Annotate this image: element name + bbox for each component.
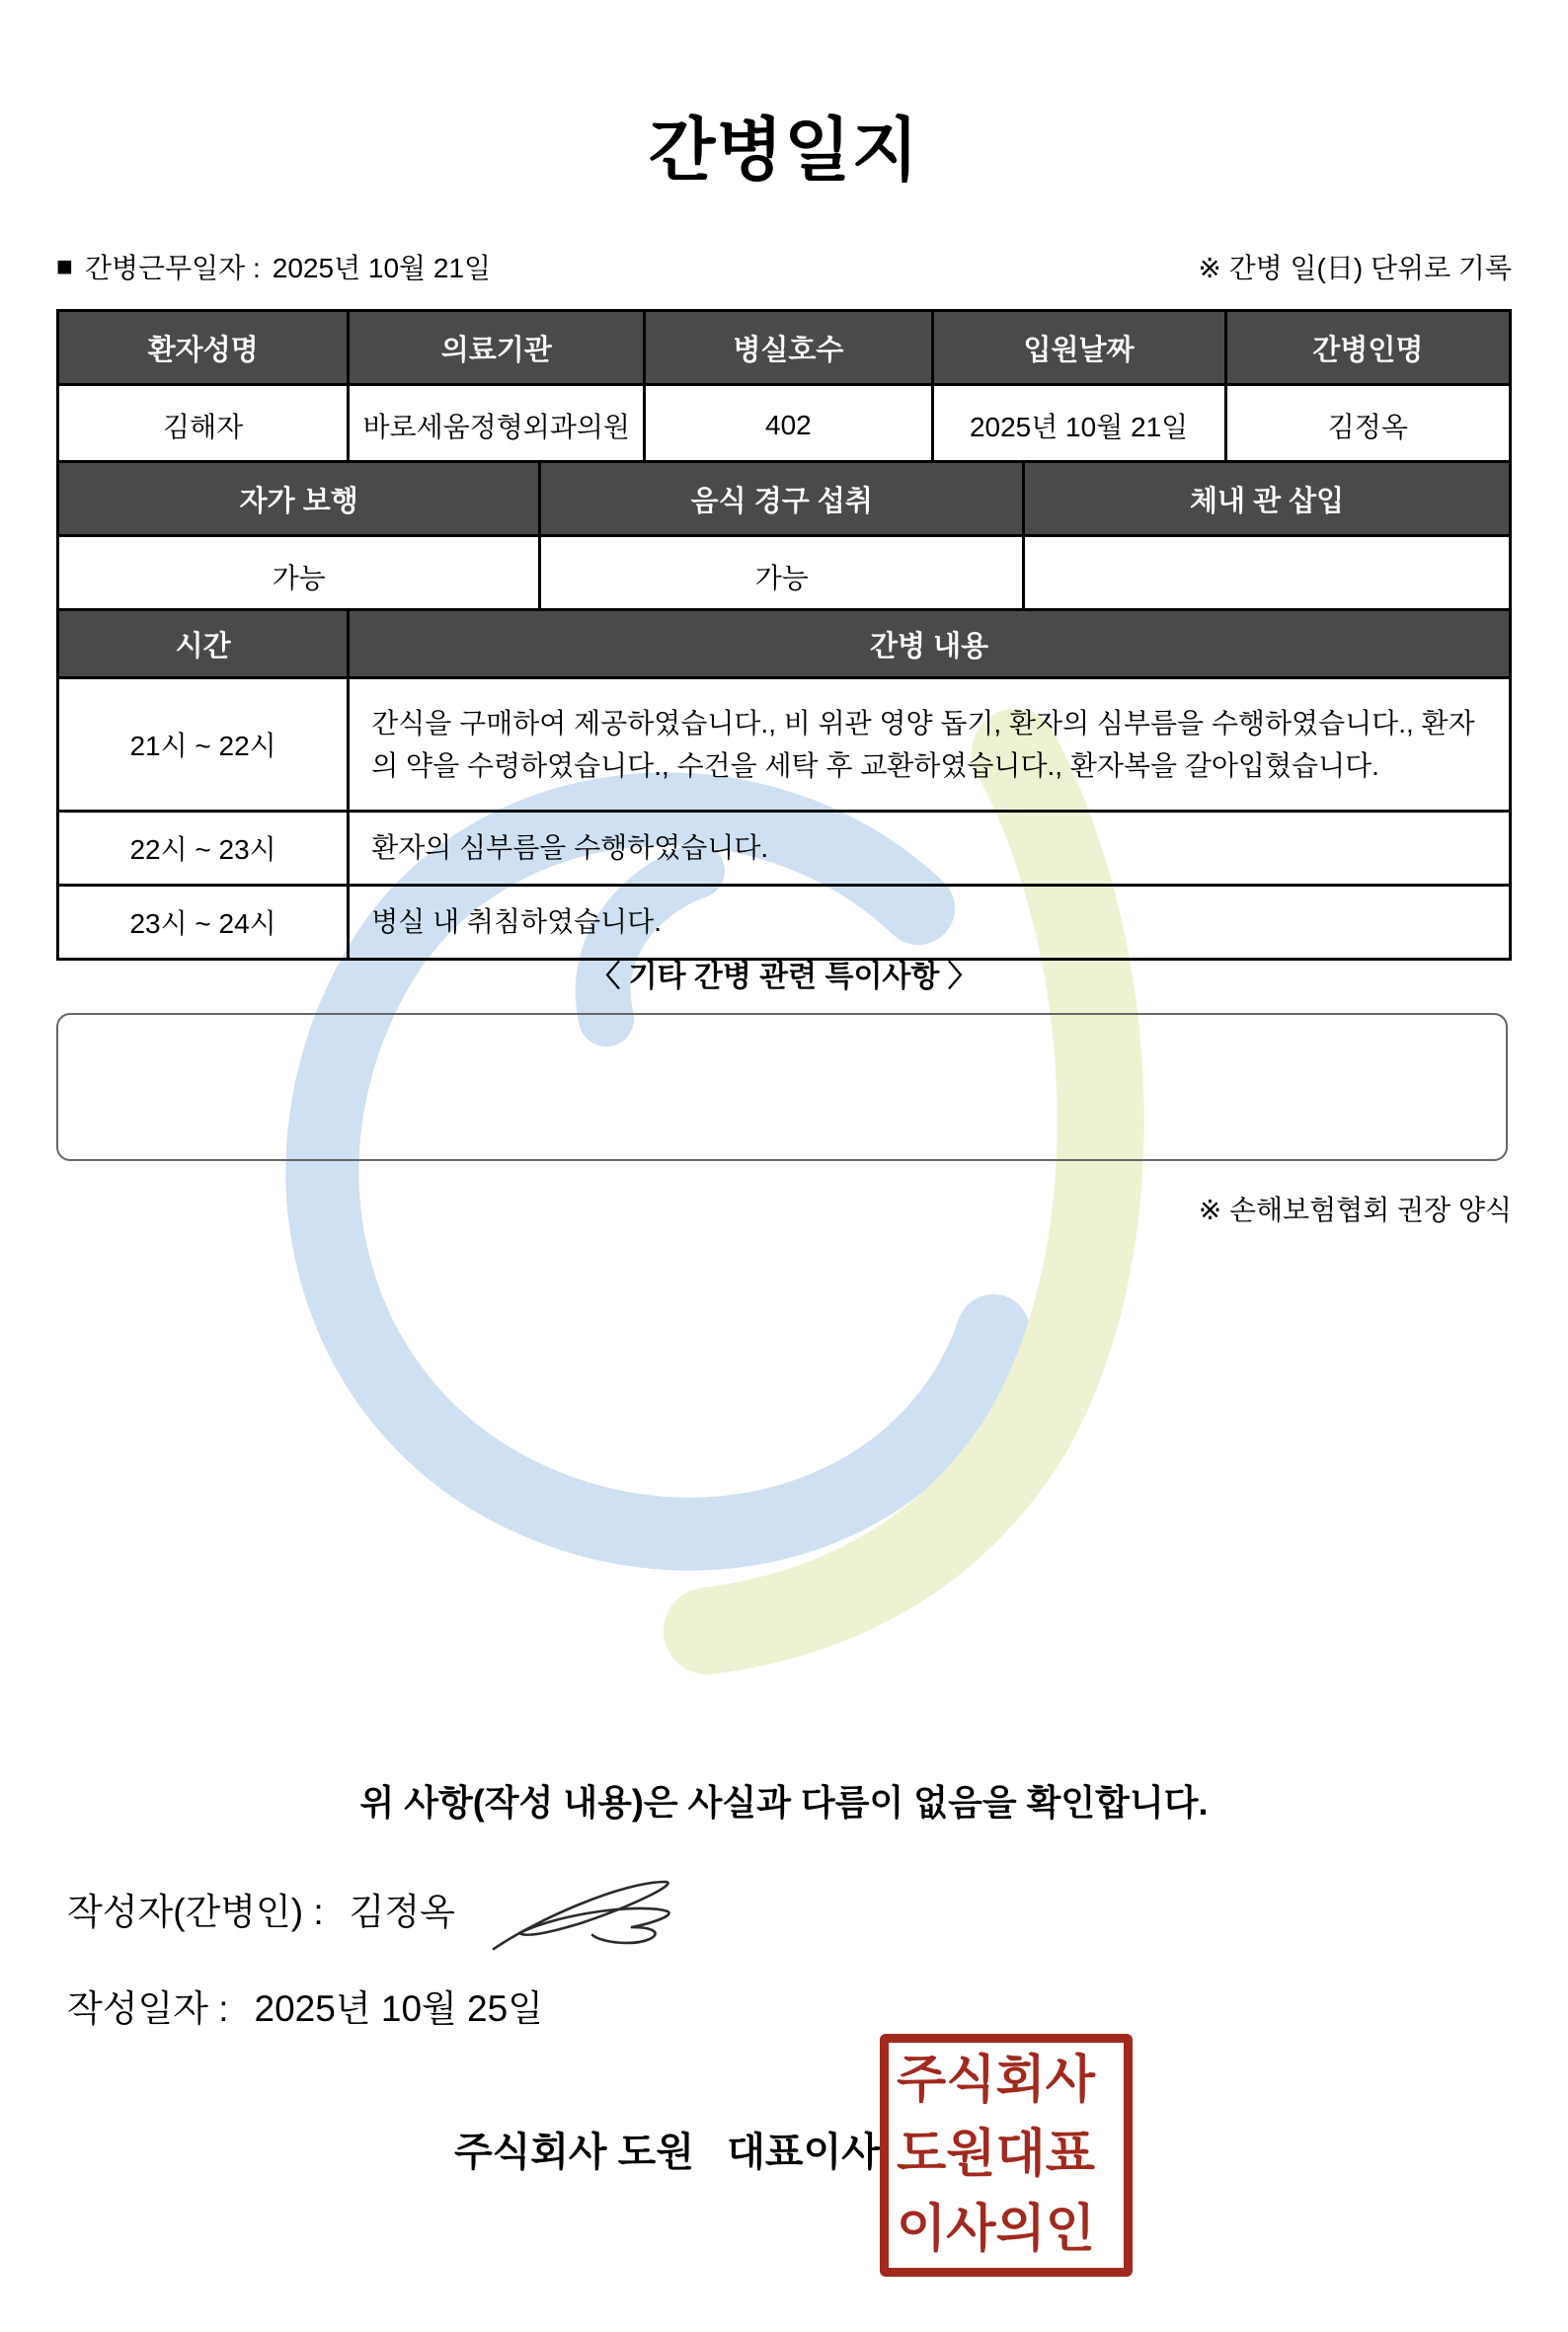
header-care-content: 간병 내용 — [349, 610, 1511, 678]
special-notes-box — [56, 1013, 1508, 1161]
seal-row-3: 이사의인 — [897, 2201, 1095, 2258]
value-medical-institution: 바로세움정형외과의원 — [349, 385, 645, 467]
meta-row — [56, 247, 1512, 286]
header-patient-name: 환자성명 — [58, 311, 349, 385]
care-log-header-row — [58, 610, 1511, 678]
value-oral-intake: 가능 — [540, 536, 1024, 618]
care-log-row — [58, 678, 1511, 812]
writer-line — [67, 1882, 455, 1935]
status-table-value-row — [58, 536, 1511, 618]
written-date-line — [67, 1979, 543, 2032]
page-title: 간병일지 — [648, 112, 920, 189]
work-date-value: 2025년 10월 21일 — [272, 253, 492, 283]
header-caregiver-name: 간병인명 — [1225, 311, 1510, 385]
status-table-header-row — [58, 462, 1511, 536]
header-internal-tube: 체내 관 삽입 — [1024, 462, 1511, 536]
value-self-walking: 가능 — [58, 536, 540, 618]
care-content-1: 간식을 구매하여 제공하였습니다., 비 위관 영양 돕기, 환자의 심부름을 수행하였습니다., 환자의 약을 수령하였습니다., 수건을 세탁 후 교환하였습니다., 환자복을 갈아입혔습니다. — [349, 678, 1511, 812]
care-log-row — [58, 812, 1511, 886]
recommended-form-note: ※ 손해보험협회 권장 양식 — [1198, 1195, 1512, 1225]
daily-unit-note: ※ 간병 일(日) 단위로 기록 — [1198, 253, 1512, 283]
care-log-table — [56, 608, 1512, 961]
confirmation-statement: 위 사항(작성 내용)은 사실과 다름이 없음을 확인합니다. — [359, 1782, 1209, 1823]
care-time-2: 22시 ~ 23시 — [58, 812, 349, 886]
care-log-row — [58, 886, 1511, 960]
care-content-2: 환자의 심부름을 수행하였습니다. — [349, 812, 1511, 886]
header-room-number: 병실호수 — [645, 311, 932, 385]
caregiver-signature — [486, 1872, 683, 1966]
corporate-seal-stamp — [880, 2034, 1133, 2277]
value-room-number: 402 — [645, 385, 932, 467]
writer-name: 김정옥 — [349, 1892, 455, 1932]
header-oral-intake: 음식 경구 섭취 — [540, 462, 1024, 536]
seal-row-1: 주식회사 — [897, 2053, 1095, 2109]
writer-label: 작성자(간병인) : — [67, 1892, 324, 1932]
work-date-line — [56, 247, 491, 286]
value-admission-date: 2025년 10월 21일 — [932, 385, 1225, 467]
seal-row-2: 도원대표 — [897, 2127, 1095, 2184]
patient-status-table — [56, 460, 1512, 619]
value-patient-name: 김해자 — [58, 385, 349, 467]
patient-table-value-row — [58, 385, 1511, 467]
care-time-3: 23시 ~ 24시 — [58, 886, 349, 960]
care-content-3: 병실 내 취침하였습니다. — [349, 886, 1511, 960]
work-date-label: 간병근무일자 : — [84, 253, 261, 283]
written-date-label: 작성일자 : — [67, 1988, 229, 2029]
square-bullet-icon: ■ — [56, 251, 73, 281]
written-date-value: 2025년 10월 25일 — [254, 1988, 543, 2029]
patient-info-table — [56, 309, 1512, 468]
value-caregiver-name: 김정옥 — [1225, 385, 1510, 467]
value-internal-tube — [1024, 536, 1511, 618]
header-time: 시간 — [58, 610, 349, 678]
care-time-1: 21시 ~ 22시 — [58, 678, 349, 812]
company-ceo-line: 주식회사 도원 대표이사 — [454, 2131, 880, 2174]
header-medical-institution: 의료기관 — [349, 311, 645, 385]
special-notes-heading: 〈 기타 간병 관련 특이사항 〉 — [590, 961, 978, 993]
header-admission-date: 입원날짜 — [932, 311, 1225, 385]
header-self-walking: 자가 보행 — [58, 462, 540, 536]
patient-table-header-row — [58, 311, 1511, 385]
